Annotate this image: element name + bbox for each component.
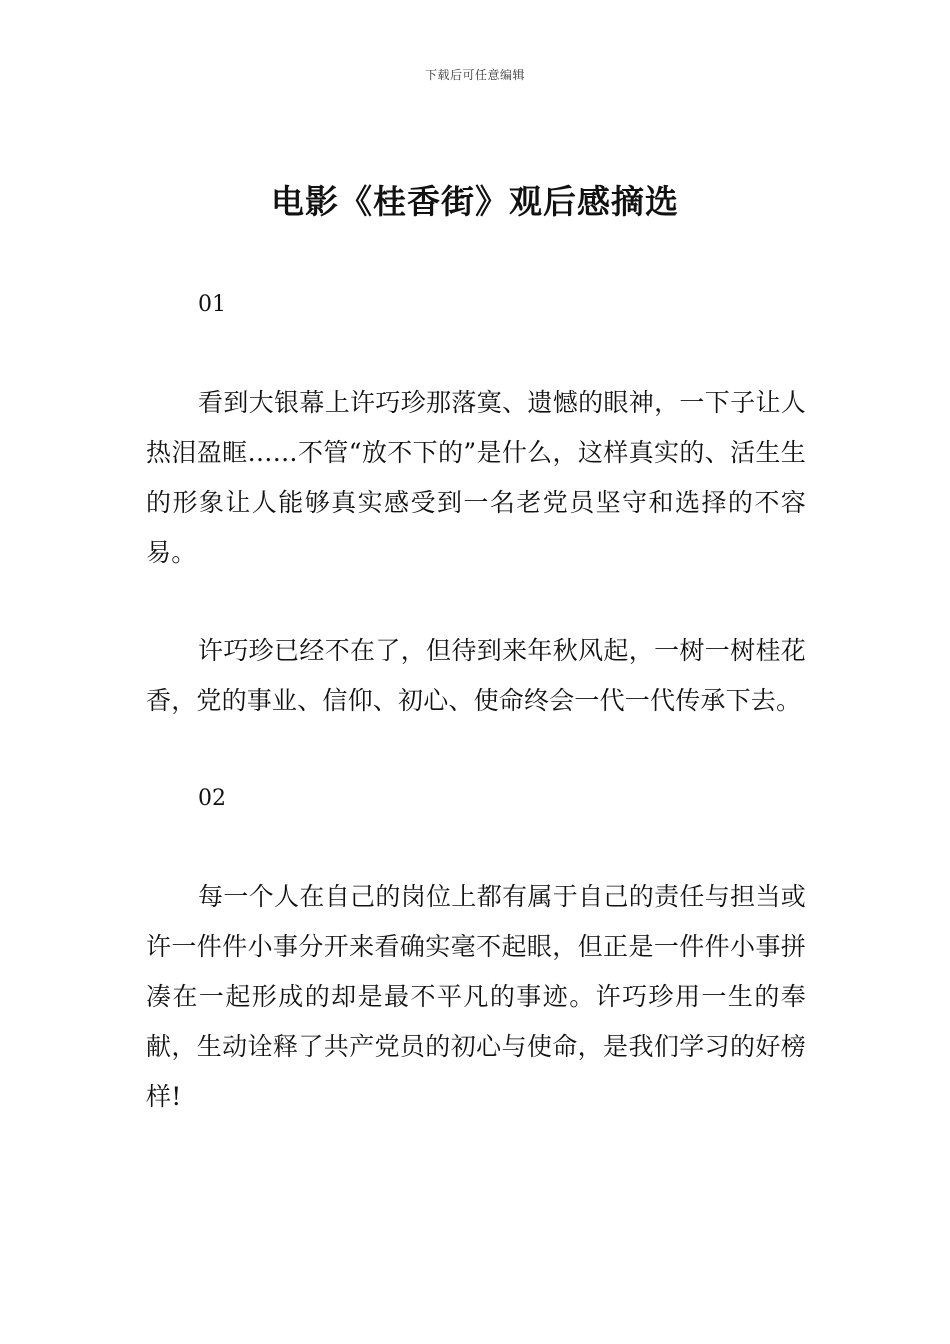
header-note: 下载后可任意编辑 bbox=[424, 68, 525, 82]
paragraph: 许巧珍已经不在了，但待到来年秋风起，一树一树桂花香，党的事业、信仰、初心、使命终会一代一代传承下去。 bbox=[146, 636, 806, 715]
document-body bbox=[146, 280, 806, 1122]
paragraph: 看到大银幕上许巧珍那落寞、遗憾的眼神，一下子让人热泪盈眶……不管“放不下的”是什么，这样真实的、活生生的形象让人能够真实感受到一名老党员坚守和选择的不容易。 bbox=[146, 388, 806, 567]
paragraph: 每一个人在自己的岗位上都有属于自己的责任与担当或许一件件小事分开来看确实毫不起眼，但正是一件件小事拼凑在一起形成的却是最不平凡的事迹。许巧珍用一生的奉献，生动诠释了共产党员的初心与使命，是我们学习的好榜样! bbox=[146, 882, 806, 1111]
section-number-01: 01 bbox=[198, 292, 226, 317]
section-number-02: 02 bbox=[198, 786, 226, 811]
document-title: 电影《桂香街》观后感摘选 bbox=[271, 182, 679, 221]
